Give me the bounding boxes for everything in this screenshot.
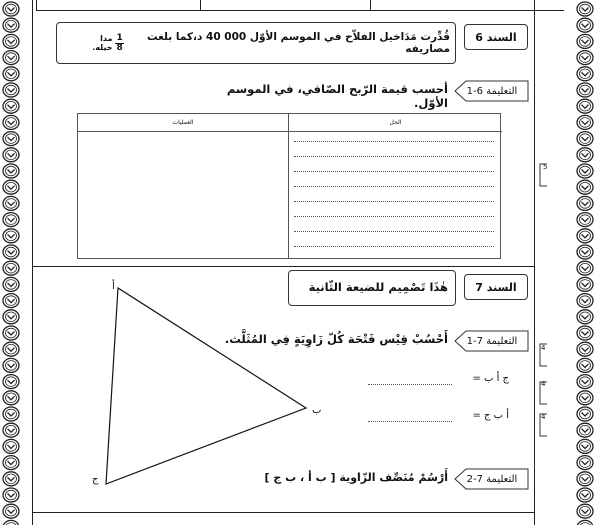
answer-line[interactable] [294, 231, 494, 232]
border-circle-ornament [3, 34, 19, 48]
border-circle-ornament [577, 180, 593, 194]
border-circle-ornament [3, 213, 19, 227]
border-circle-ornament [577, 391, 593, 405]
top-divider [36, 0, 37, 10]
section6-text [80, 29, 450, 57]
border-circle-ornament [577, 277, 593, 291]
decorative-border-left [0, 0, 22, 525]
fraction-denominator: 8 [116, 42, 123, 53]
score-value: 4 [541, 413, 546, 421]
top-divider [370, 0, 371, 10]
border-circle-ornament [3, 2, 19, 16]
fraction [115, 34, 123, 53]
frame-left [32, 0, 33, 525]
border-circle-ornament [577, 148, 593, 162]
border-circle-ornament [577, 99, 593, 113]
border-circle-ornament [3, 520, 19, 525]
border-circle-ornament [3, 391, 19, 405]
instruction71-tag [454, 330, 530, 352]
border-circle-ornament [577, 245, 593, 259]
border-circle-ornament [3, 18, 19, 32]
border-circle-ornament [3, 294, 19, 308]
answer-line[interactable] [294, 171, 494, 172]
border-circle-ornament [3, 358, 19, 372]
border-circle-ornament [577, 375, 593, 389]
border-circle-ornament [3, 407, 19, 421]
top-rule [36, 10, 564, 11]
border-circle-ornament [577, 407, 593, 421]
border-circle-ornament [3, 148, 19, 162]
instruction72-tag [454, 468, 530, 490]
instruction61-tag [454, 80, 530, 102]
border-circle-ornament [577, 196, 593, 210]
angle-a-label: ج أ ب = [472, 373, 509, 384]
answer-line[interactable] [294, 141, 494, 142]
angle-a-answer[interactable] [368, 384, 452, 385]
score-value: 4 [541, 380, 546, 388]
border-circle-ornament [577, 261, 593, 275]
instruction72-text: أَرْسُمْ مُنَصِّف الزّاوية [ ب أ ، ب ج ] [264, 471, 448, 484]
border-circle-ornament [3, 423, 19, 437]
answer-line[interactable] [294, 186, 494, 187]
border-circle-ornament [3, 439, 19, 453]
border-circle-ornament [3, 115, 19, 129]
border-circle-ornament [577, 18, 593, 32]
border-circle-ornament [3, 342, 19, 356]
border-circle-ornament [577, 67, 593, 81]
vertex-c-label: ج [92, 474, 99, 485]
border-circle-ornament [577, 520, 593, 525]
triangle-shape [106, 288, 306, 484]
instruction72-tag-label: التعليمة 7-2 [466, 473, 518, 485]
border-circle-ornament [3, 326, 19, 340]
instruction61-text: أحسب قيمة الرّبح الصّافي، في الموسم الأوّل. [226, 82, 448, 110]
decorative-border-right [574, 0, 596, 525]
border-circle-ornament [577, 294, 593, 308]
border-circle-ornament [577, 423, 593, 437]
border-circle-ornament [3, 132, 19, 146]
border-circle-ornament [577, 326, 593, 340]
border-circle-ornament [577, 83, 593, 97]
instruction61-tag-label: التعليمة 6-1 [466, 85, 518, 97]
border-circle-ornament [577, 504, 593, 518]
border-circle-ornament [577, 439, 593, 453]
triangle-figure [90, 280, 320, 490]
operations-header: العمليات [78, 114, 288, 132]
score-value: 5 [543, 163, 548, 171]
border-circle-ornament [3, 99, 19, 113]
border-circle-ornament [3, 261, 19, 275]
border-circle-ornament [3, 488, 19, 502]
angle-b-label: أ ب ج = [472, 410, 509, 421]
score-value: 4 [541, 344, 546, 352]
border-circle-ornament [3, 196, 19, 210]
border-circle-ornament [3, 164, 19, 178]
border-circle-ornament [577, 164, 593, 178]
section7-tag: السند 7 [464, 274, 528, 300]
border-pattern [574, 0, 596, 525]
border-circle-ornament [3, 51, 19, 65]
border-circle-ornament [3, 375, 19, 389]
border-circle-ornament [3, 277, 19, 291]
border-circle-ornament [577, 488, 593, 502]
border-circle-ornament [577, 51, 593, 65]
border-circle-ornament [577, 2, 593, 16]
border-circle-ornament [577, 310, 593, 324]
border-circle-ornament [3, 310, 19, 324]
border-circle-ornament [577, 456, 593, 470]
border-circle-ornament [3, 180, 19, 194]
border-circle-ornament [3, 229, 19, 243]
solution-header: الحل [289, 114, 502, 132]
frame-right [534, 0, 535, 525]
top-divider [200, 0, 201, 10]
border-circle-ornament [3, 245, 19, 259]
section7-text: هٰذَا تَصْمِيم للضيعة الثّانية [308, 280, 448, 294]
border-circle-ornament [577, 229, 593, 243]
border-circle-ornament [577, 358, 593, 372]
border-circle-ornament [3, 456, 19, 470]
border-circle-ornament [3, 83, 19, 97]
border-circle-ornament [3, 472, 19, 486]
border-circle-ornament [577, 34, 593, 48]
instruction71-text: أَحْسُبْ قِيْس فَتْحَة كُلّ زَاوِيَةٍ فِي المُثَلَّث. [224, 332, 448, 346]
border-circle-ornament [3, 67, 19, 81]
vertex-b-label: ب [312, 405, 322, 416]
section-divider [32, 266, 535, 267]
section-divider [32, 512, 535, 513]
answer-line[interactable] [294, 216, 494, 217]
border-circle-ornament [577, 132, 593, 146]
instruction71-tag-label: التعليمة 7-1 [466, 335, 518, 347]
fraction-numerator: 1 [116, 32, 123, 43]
section6-body: قُدِّرت مَدَاخيل الفلاّح في الموسم الأوّل 000 40 د،كما بلغت مصاريفه [146, 31, 450, 55]
border-circle-ornament [3, 504, 19, 518]
border-circle-ornament [577, 342, 593, 356]
answer-line[interactable] [294, 156, 494, 157]
answer-line[interactable] [294, 246, 494, 247]
angle-b-answer[interactable] [368, 421, 452, 422]
border-circle-ornament [577, 472, 593, 486]
border-circle-ornament [577, 115, 593, 129]
answer-line[interactable] [294, 201, 494, 202]
section6-tag: السند 6 [464, 24, 528, 50]
vertex-a-label: أ [112, 281, 115, 292]
border-pattern [0, 0, 22, 525]
operations-column[interactable] [78, 114, 288, 258]
border-circle-ornament [577, 213, 593, 227]
section6-end: مدا خيله. [92, 34, 113, 52]
